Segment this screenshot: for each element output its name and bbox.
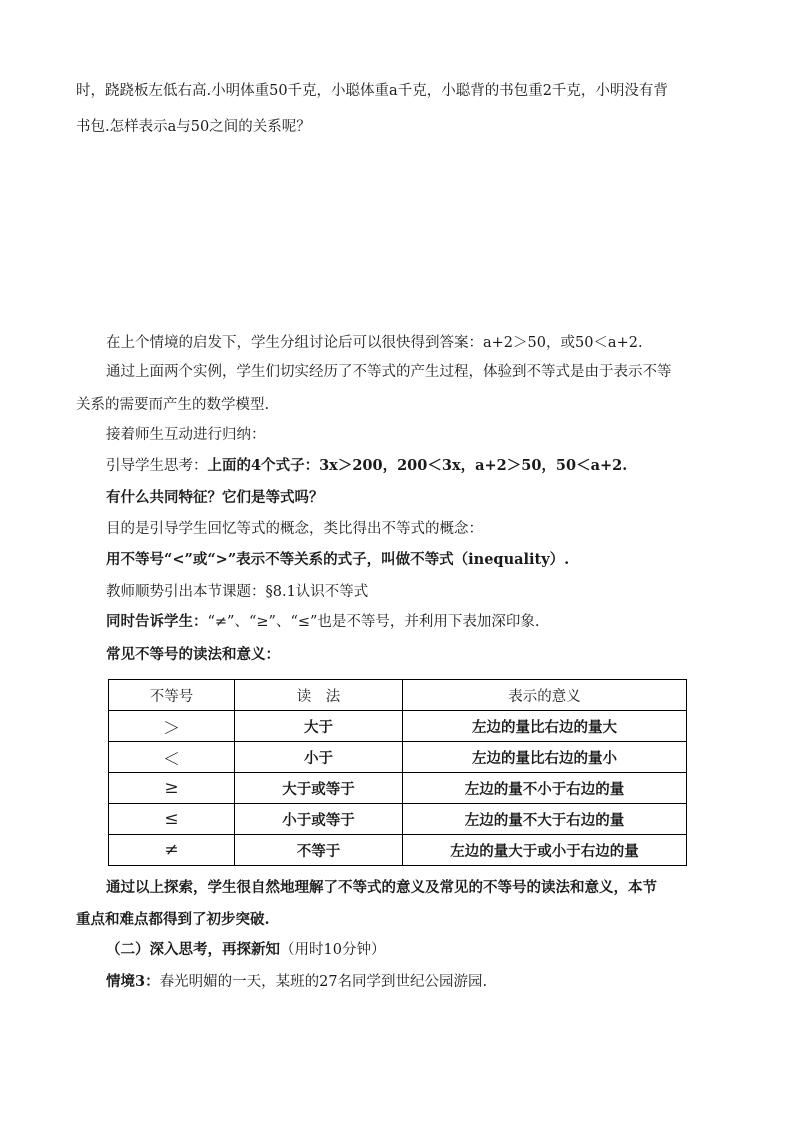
table-header-cell: 读 法 — [235, 680, 403, 711]
table-cell-meaning: 左边的量比右边的量小 — [403, 742, 687, 773]
table-cell-meaning: 左边的量大于或小于右边的量 — [403, 835, 687, 866]
paragraph-normal-part: “≠”、“≥”、“≤”也是不等号，并利用下表加深印象. — [207, 614, 540, 630]
section-heading — [106, 940, 385, 960]
section-heading-title: （二）深入思考，再探新知 — [106, 941, 280, 958]
table-cell-symbol: ≥ — [109, 773, 235, 804]
paragraph: 教师顺势引出本节课题：§8.1认识不等式 — [106, 584, 369, 600]
table-cell-symbol: ≠ — [109, 835, 235, 866]
paragraph-bold-part: 上面的4个式子：3x＞200，200＜3x，a+2＞50，50＜a+2. — [207, 457, 628, 474]
paragraph — [106, 456, 627, 476]
table-row — [109, 773, 687, 804]
table-row — [109, 711, 687, 742]
scenario-text: 春光明媚的一天，某班的27名同学到世纪公园游园. — [159, 974, 488, 990]
definition-paragraph: 用不等号“<”或“>”表示不等关系的式子，叫做不等式（inequality）. — [106, 551, 570, 568]
scenario-label: 情境3： — [106, 973, 160, 990]
table-header-row — [109, 680, 687, 711]
paragraph: 目的是引导学生回忆等式的概念，类比得出不等式的概念： — [106, 521, 483, 537]
table-header-cell: 不等号 — [109, 680, 235, 711]
table-cell-reading: 大于 — [235, 711, 403, 742]
paragraph-line: 通过以上探索，学生很自然地理解了不等式的意义及常见的不等号的读法和意义，本节 — [106, 879, 657, 896]
paragraph: 接着师生互动进行归纳： — [106, 427, 266, 443]
paragraph-normal-part: 引导学生思考： — [106, 458, 208, 474]
table-caption: 常见不等号的读法和意义： — [106, 646, 280, 663]
table-cell-symbol: ＜ — [109, 742, 235, 773]
table-cell-reading: 小于或等于 — [235, 804, 403, 835]
paragraph-bold: 有什么共同特征？它们是等式吗？ — [106, 489, 324, 506]
inequality-table — [108, 679, 687, 866]
table-cell-meaning: 左边的量比右边的量大 — [403, 711, 687, 742]
paragraph-line: 重点和难点都得到了初步突破. — [76, 911, 270, 928]
table-cell-reading: 不等于 — [235, 835, 403, 866]
table-cell-reading: 大于或等于 — [235, 773, 403, 804]
table-row — [109, 804, 687, 835]
table-cell-reading: 小于 — [235, 742, 403, 773]
table-cell-symbol: ≤ — [109, 804, 235, 835]
table-cell-meaning: 左边的量不大于右边的量 — [403, 804, 687, 835]
table-row — [109, 835, 687, 866]
paragraph-line: 书包.怎样表示a与50之间的关系呢？ — [76, 119, 311, 135]
section-heading-note: （用时10分钟） — [280, 942, 386, 958]
paragraph-line: 时，跷跷板左低右高.小明体重50千克，小聪体重a千克，小聪背的书包重2千克，小明没有背 — [76, 83, 668, 99]
paragraph — [106, 612, 540, 632]
paragraph: 在上个情境的启发下，学生分组讨论后可以很快得到答案：a+2＞50，或50＜a+2. — [106, 335, 643, 351]
table-cell-symbol: ＞ — [109, 711, 235, 742]
table-row — [109, 742, 687, 773]
table-cell-meaning: 左边的量不小于右边的量 — [403, 773, 687, 804]
paragraph-line: 通过上面两个实例，学生们切实经历了不等式的产生过程，体验到不等式是由于表示不等 — [106, 364, 672, 380]
table-header-cell: 表示的意义 — [403, 680, 687, 711]
paragraph — [106, 972, 487, 992]
paragraph-line: 关系的需要而产生的数学模型. — [76, 397, 270, 413]
paragraph-bold-part: 同时告诉学生： — [106, 613, 208, 630]
